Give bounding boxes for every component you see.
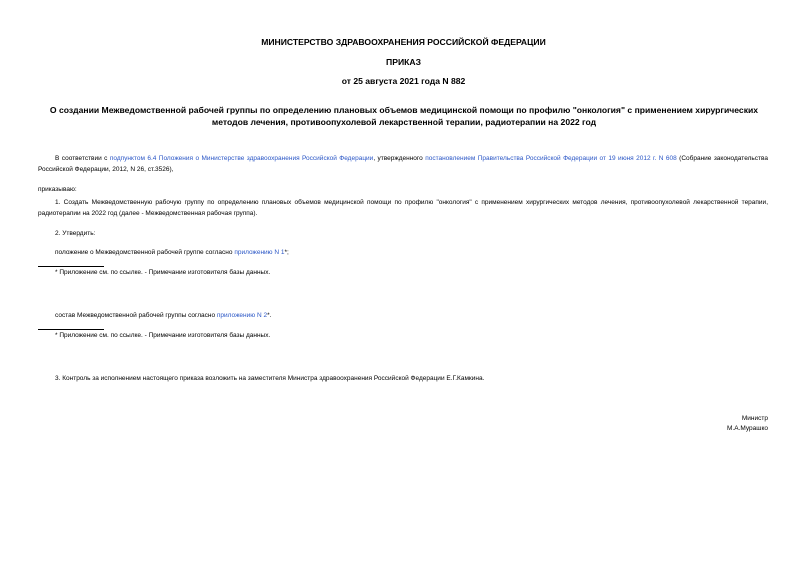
footnote-divider-2: [38, 329, 104, 330]
appendix-2-link[interactable]: приложению N 2: [216, 312, 268, 319]
ministry-heading: МИНИСТЕРСТВО ЗДРАВООХРАНЕНИЯ РОССИЙСКОЙ ФЕДЕРАЦИИ: [261, 37, 546, 47]
document-type: ПРИКАЗ: [386, 57, 421, 67]
item-2-paragraph: 2. Утвердить:: [55, 230, 96, 237]
document-date-number: от 25 августа 2021 года N 882: [341, 76, 466, 86]
appendix-1-link[interactable]: приложению N 1: [234, 249, 285, 256]
preamble-text-2: , утвержденного: [373, 155, 426, 162]
preamble-text-3: (Собрание законодательства Российской Федерации, 2012, N 26, ст.3526),: [38, 155, 768, 173]
regulation-link[interactable]: подпунктом 6.4 Положения о Министерстве здравоохранения Российской Федерации: [109, 155, 374, 162]
approve-regulation-text: положение о Межведомственной рабочей группе согласно: [55, 249, 235, 256]
approve-composition-text: состав Межведомственной рабочей группы согласно: [55, 312, 217, 319]
item-1-paragraph: 1. Создать Межведомственную рабочую группу по определению плановых объемов медицинской помощи по профилю "онкология" с применением хирургических методов лечения, противоопухолевой лекарственной терапии, радиотерапии на 2022 год (далее - Межведомственная рабочая группа).: [38, 199, 768, 217]
signature-position: Министр: [741, 415, 768, 422]
signature-name: М.А.Мурашко: [726, 425, 768, 432]
approve-composition-line: [55, 311, 271, 322]
order-word: приказываю:: [38, 186, 77, 193]
government-decree-link[interactable]: постановлением Правительства Российской Федерации от 19 июня 2012 г. N 608: [425, 155, 677, 162]
preamble-paragraph: [38, 154, 768, 175]
preamble-text-1: В соответствии с: [55, 155, 110, 162]
item-3-paragraph: 3. Контроль за исполнением настоящего приказа возложить на заместителя Министра здравоохранения Российской Федерации Е.Г.Камкина.: [55, 375, 485, 382]
footnote-1: * Приложение см. по ссылке. - Примечание изготовителя базы данных.: [55, 269, 271, 276]
document-title: О создании Межведомственной рабочей группы по определению плановых объемов медицинской помощи по профилю "онкология" с применением хирургических методов лечения, противоопухолевой лекарственной терапии, радиотерапии на 2022 год: [49, 105, 759, 127]
approve-regulation-line: [55, 248, 289, 259]
footnote-divider-1: [38, 266, 104, 267]
approve-regulation-suffix: *;: [284, 249, 289, 256]
footnote-2: * Приложение см. по ссылке. - Примечание изготовителя базы данных.: [55, 332, 271, 339]
approve-composition-suffix: *.: [267, 312, 272, 319]
